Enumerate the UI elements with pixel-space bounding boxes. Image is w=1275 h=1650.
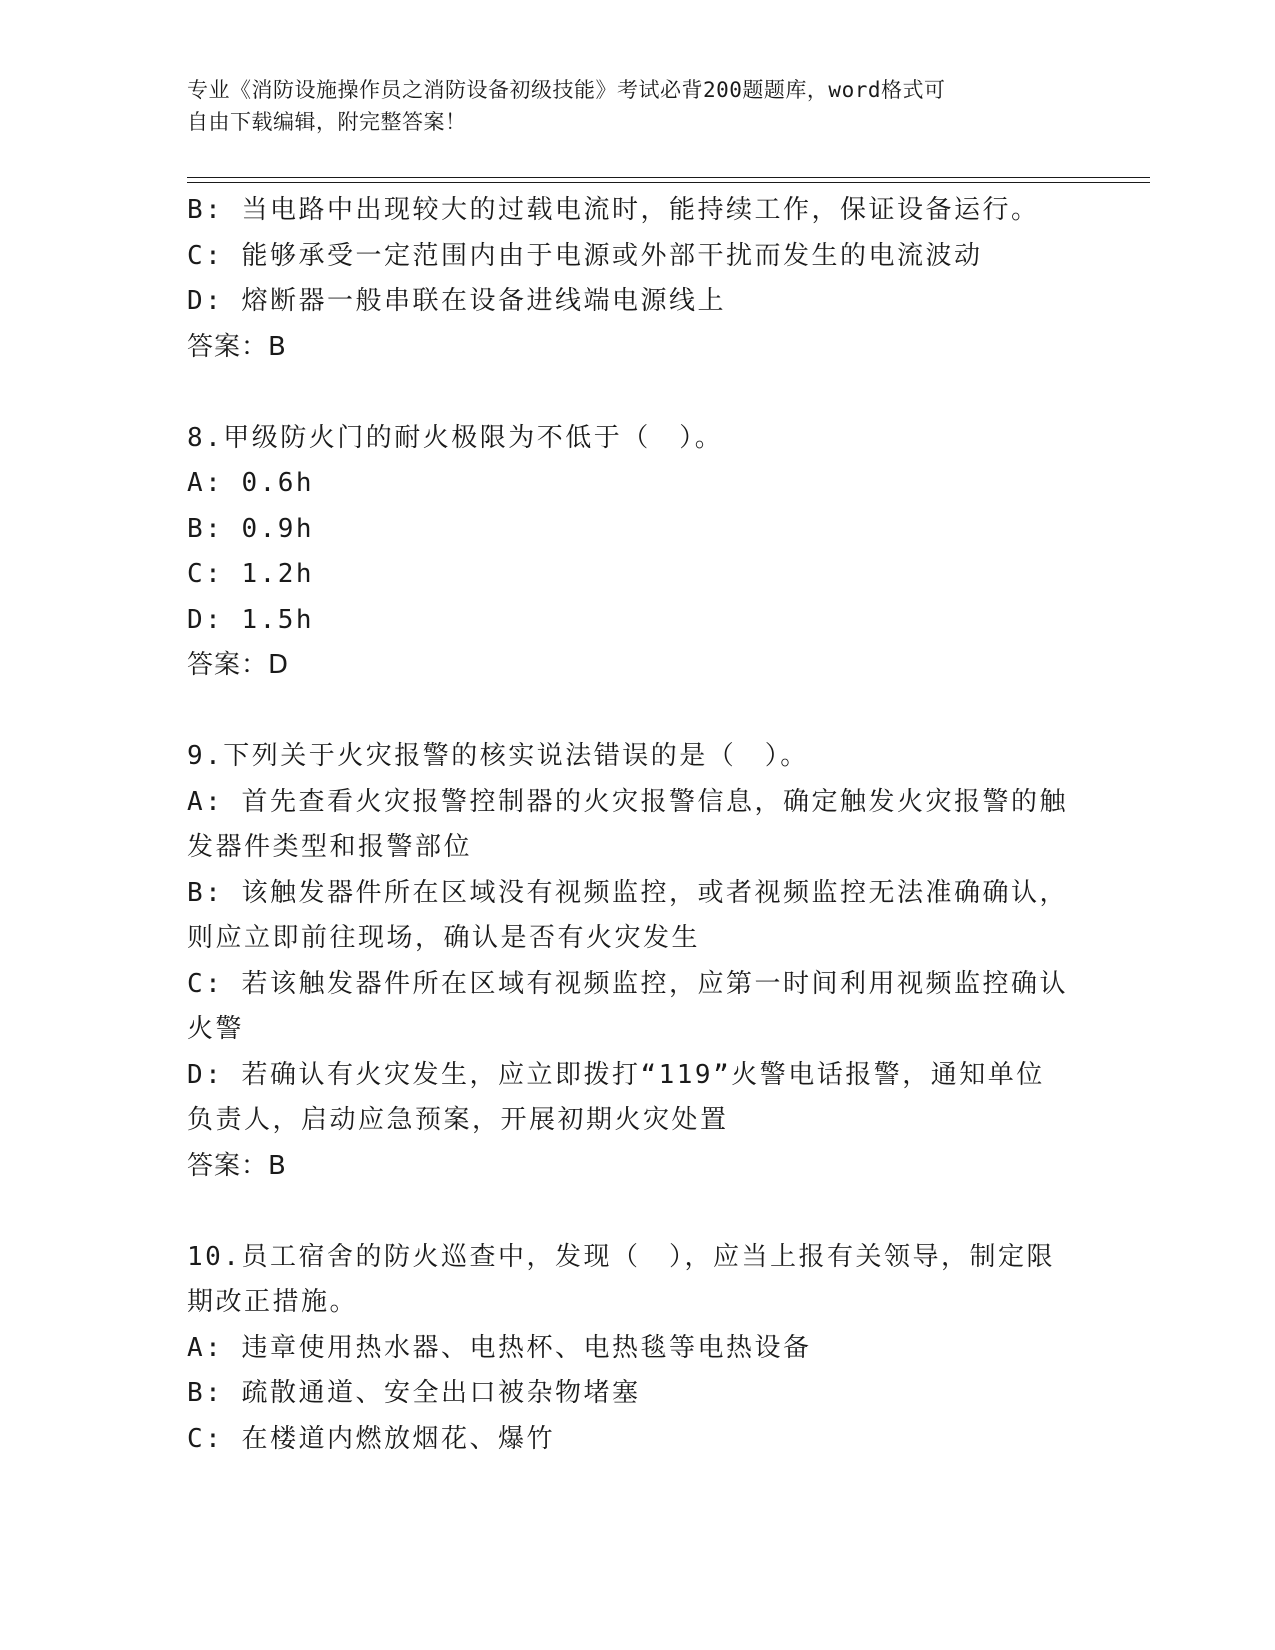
document-header <box>187 74 1087 138</box>
option-line: B: 该触发器件所在区域没有视频监控，或者视频监控无法准确确认， <box>187 877 1068 908</box>
option-line: A: 0.6h <box>187 468 315 498</box>
spacer <box>187 370 1087 416</box>
option-line: A: 首先查看火灾报警控制器的火灾报警信息，确定触发火灾报警的触 <box>187 786 1068 817</box>
question-block-8 <box>187 416 1087 689</box>
question-stem: 9.下列关于火灾报警的核实说法错误的是（ ）。 <box>187 741 809 771</box>
spacer <box>187 1189 1087 1235</box>
question-block-7 <box>187 188 1087 370</box>
option-line: 则应立即前往现场，确认是否有火灾发生 <box>187 923 701 953</box>
option-line: B: 当电路中出现较大的过载电流时，能持续工作，保证设备运行。 <box>187 195 1040 225</box>
option-line: C: 1.2h <box>187 559 315 589</box>
header-rule-top <box>187 177 1150 178</box>
question-block-9 <box>187 734 1087 1189</box>
option-line: D: 熔断器一般串联在设备进线端电源线上 <box>187 286 726 316</box>
question-block-10 <box>187 1235 1087 1463</box>
question-stem: 10.员工宿舍的防火巡查中，发现（ ），应当上报有关领导，制定限 <box>187 1241 1055 1272</box>
answer-line: 答案：D <box>187 650 290 680</box>
option-line: B: 0.9h <box>187 513 315 544</box>
option-line: A: 违章使用热水器、电热杯、电热毯等电热设备 <box>187 1332 812 1363</box>
question-stem: 8.甲级防火门的耐火极限为不低于（ ）。 <box>187 422 724 453</box>
header-rule-bottom <box>187 182 1150 183</box>
header-title-line-2: 自由下载编辑，附完整答案！ <box>187 110 467 134</box>
option-line: B: 疏散通道、安全出口被杂物堵塞 <box>187 1378 641 1408</box>
option-line: C: 在楼道内燃放烟花、爆竹 <box>187 1423 555 1454</box>
option-line: D: 1.5h <box>187 604 315 635</box>
option-line: D: 若确认有火灾发生，应立即拨打“119”火警电话报警，通知单位 <box>187 1059 1045 1090</box>
answer-line: 答案：B <box>187 1150 287 1181</box>
option-line: C: 若该触发器件所在区域有视频监控，应第一时间利用视频监控确认 <box>187 968 1068 999</box>
option-line: 发器件类型和报警部位 <box>187 832 473 862</box>
option-line: C: 能够承受一定范围内由于电源或外部干扰而发生的电流波动 <box>187 240 983 271</box>
question-stem: 期改正措施。 <box>187 1287 359 1317</box>
option-line: 火警 <box>187 1014 245 1044</box>
header-title-line-1: 专业《消防设施操作员之消防设备初级技能》考试必背200题题库，word格式可 <box>187 78 946 102</box>
option-line: 负责人，启动应急预案，开展初期火灾处置 <box>187 1105 729 1135</box>
spacer <box>187 689 1087 735</box>
answer-line: 答案：B <box>187 331 287 362</box>
question-list <box>187 188 1087 1462</box>
